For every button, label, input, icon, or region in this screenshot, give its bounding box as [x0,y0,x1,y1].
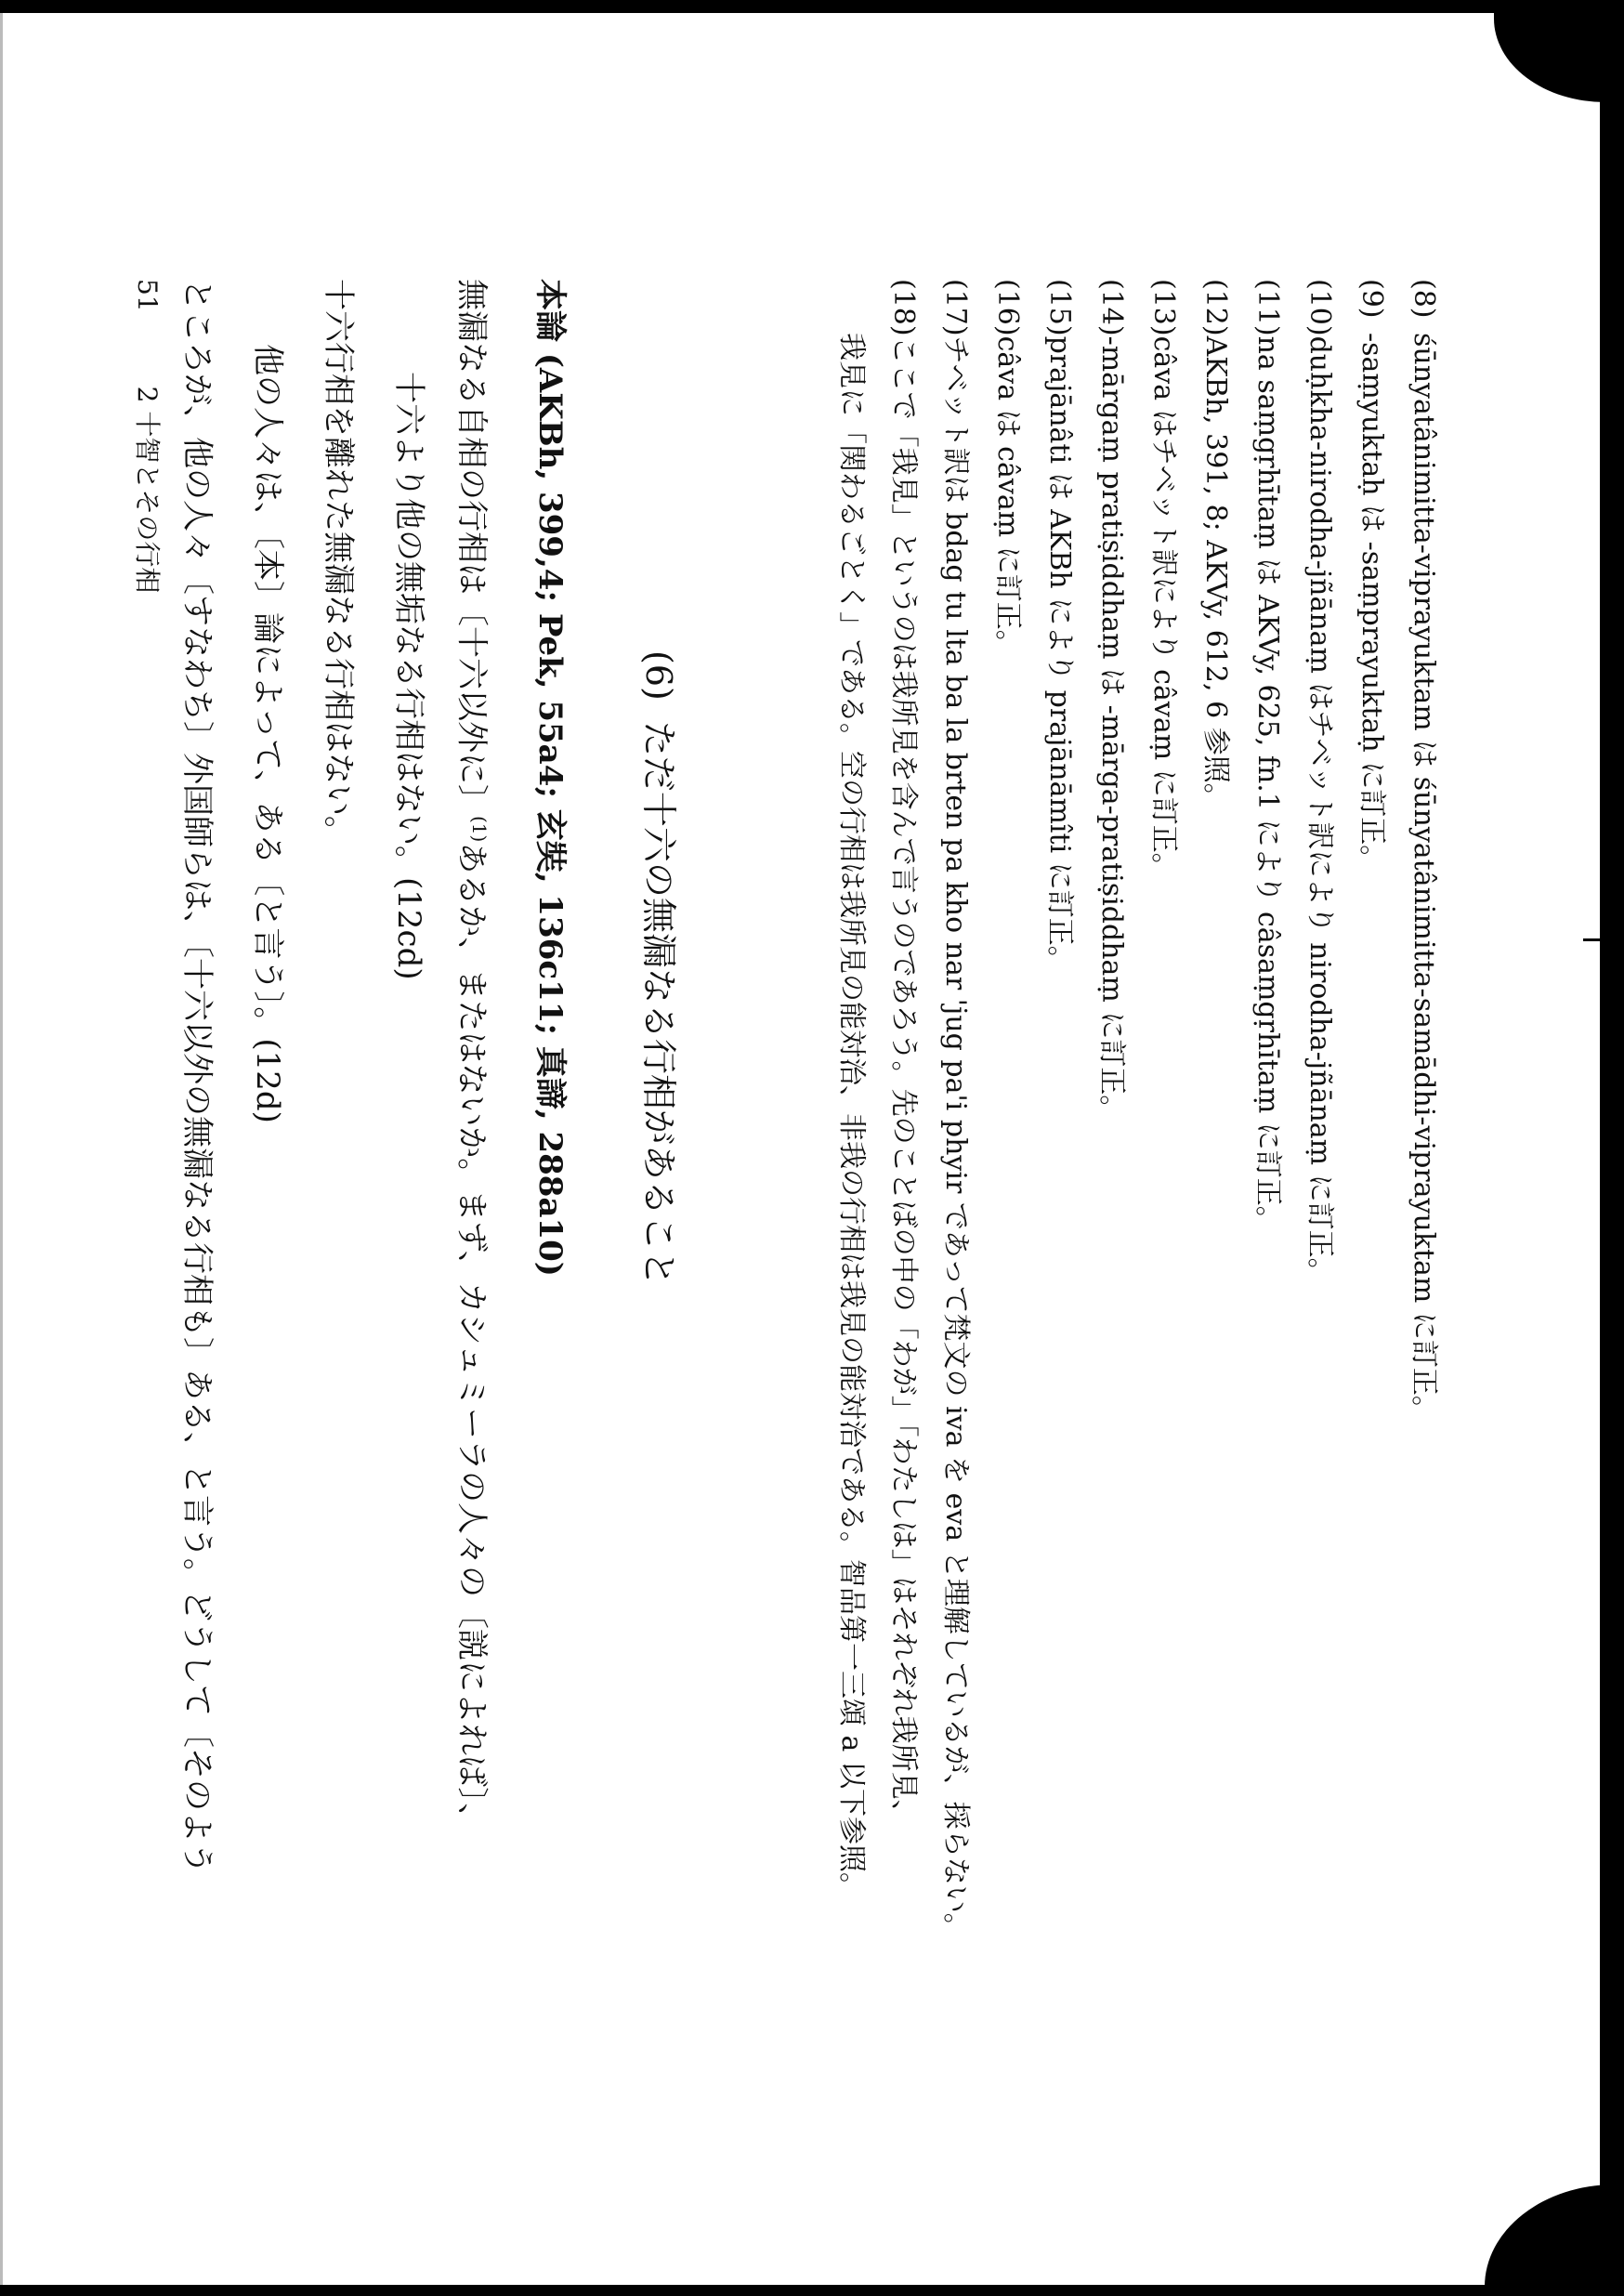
footnote-text: prajānâti は AKBh により prajānāmîti に訂正。 [1043,335,1076,974]
source-reference: 本論 (AKBh, 399,4; Pek, 55a4; 玄奘, 136c11; 真諦, 288a10) [531,279,569,1277]
footnote [981,279,1033,2174]
footnote-text: チベット訳は bdag tu lta ba la brten pa kho nar 'jug pa'i phyir であって梵文の iva を eva と理解しているが、採らない。 [939,335,972,1941]
rotated-page [132,279,1449,2174]
section-number: (6) [638,650,679,701]
footnote-text: câva はチベット訳により câvaṃ に訂正。 [1147,335,1180,881]
footnote [1293,279,1345,2174]
footnote-number: (13) [1147,279,1180,336]
footnote-text: câva は câvaṃ に訂正。 [991,335,1024,658]
footnote [1033,279,1085,2174]
footnote [1189,279,1241,2174]
footnote-text: -saṃyuktaḥ は -saṃprayuktaḥ に訂正。 [1356,333,1388,873]
section-heading [636,650,688,1286]
footnote-number: (16) [991,279,1024,336]
scan-edge-top [0,0,1624,13]
text-line: ところが、他の人々〔すなわち〕外国師らは、〔十六以外の無漏なる行相も〕ある、と言う。どうして〔そのよう [178,279,216,1874]
footnote-number: (15) [1043,279,1076,336]
footnote [1397,279,1449,2174]
footnote-number: (8) [1408,279,1440,319]
footnote-text: śūnyatânimitta-viprayuktam は śūnyatânimitta-samādhi-viprayuktam に訂正。 [1408,333,1440,1424]
running-head: 2 十智とその行相 [132,386,163,594]
verse-line: 十六より他の無垢なる行相はない。(12cd) [390,372,427,980]
scan-edge-left [0,0,3,2296]
footnote-text: duḥkha-nirodha-jñānaṃ はチベット訳により nirodha-jñānaṃ に訂正。 [1303,335,1336,1286]
footnote [929,279,981,2174]
footnote-text: -mārgaṃ pratiṣiddhaṃ は -mārga-pratiṣiddhaṃ に訂正。 [1095,335,1128,1123]
footnote-number: (14) [1095,279,1128,336]
verse-line: 他の人々は、〔本〕論によって、ある〔と言う〕。(12d) [249,344,286,1123]
footnote-number: (10) [1303,279,1336,336]
page-number: 51 [132,279,163,312]
footnote-number: (11) [1251,279,1284,336]
footnote [1137,279,1189,2174]
footnote-number: (18) [887,279,920,336]
footnote-text: ここで「我見」というのは我所見を含んで言うのであろう。先のことばの中の「わが」「わたしは」はそれぞれ我所見、 [887,335,920,1828]
section-title: ただ十六の無漏なる行相があること [638,720,679,1286]
scan-corner-bottom-right [1485,2184,1624,2296]
footnotes [825,279,1449,2174]
scan-edge-right [1600,0,1624,2296]
footnote [1241,279,1293,2174]
footnote-number: (12) [1199,279,1232,336]
scan-edge-bottom [0,2285,1624,2296]
text-line [444,279,515,2174]
text-segment: 無漏なる自相の行相は〔十六以外に〕 [452,279,491,816]
footnote-text: AKBh, 391, 8; AKVy, 612, 6 参照。 [1199,335,1232,811]
binding-mark [1583,938,1600,941]
footnote-continuation: 我見に「関わるごとく」である。空の行相は我所見の能対治、非我の行相は我見の能対治である。智品第一三頌 a 以下参照。 [835,333,868,1900]
footnote [1085,279,1137,2174]
page-footer [130,279,167,593]
note-marker: (1) [468,816,491,843]
footnote-number: (9) [1356,279,1388,319]
scan-corner-top-right [1494,0,1624,102]
footnote [1345,279,1397,2174]
text-segment: あるか、またはないか。まず、カシュミーラの人々の〔説によれば〕、 [452,842,491,1835]
footnote-number: (17) [939,279,972,336]
footnote-text: na saṃgṛhītaṃ は AKVy, 625, fn.1 により câsaṃgṛhītaṃ に訂正。 [1251,335,1284,1234]
footnote [877,279,929,2174]
text-line: 十六行相を離れた無漏なる行相はない。 [320,279,357,847]
main-text [162,279,585,2174]
